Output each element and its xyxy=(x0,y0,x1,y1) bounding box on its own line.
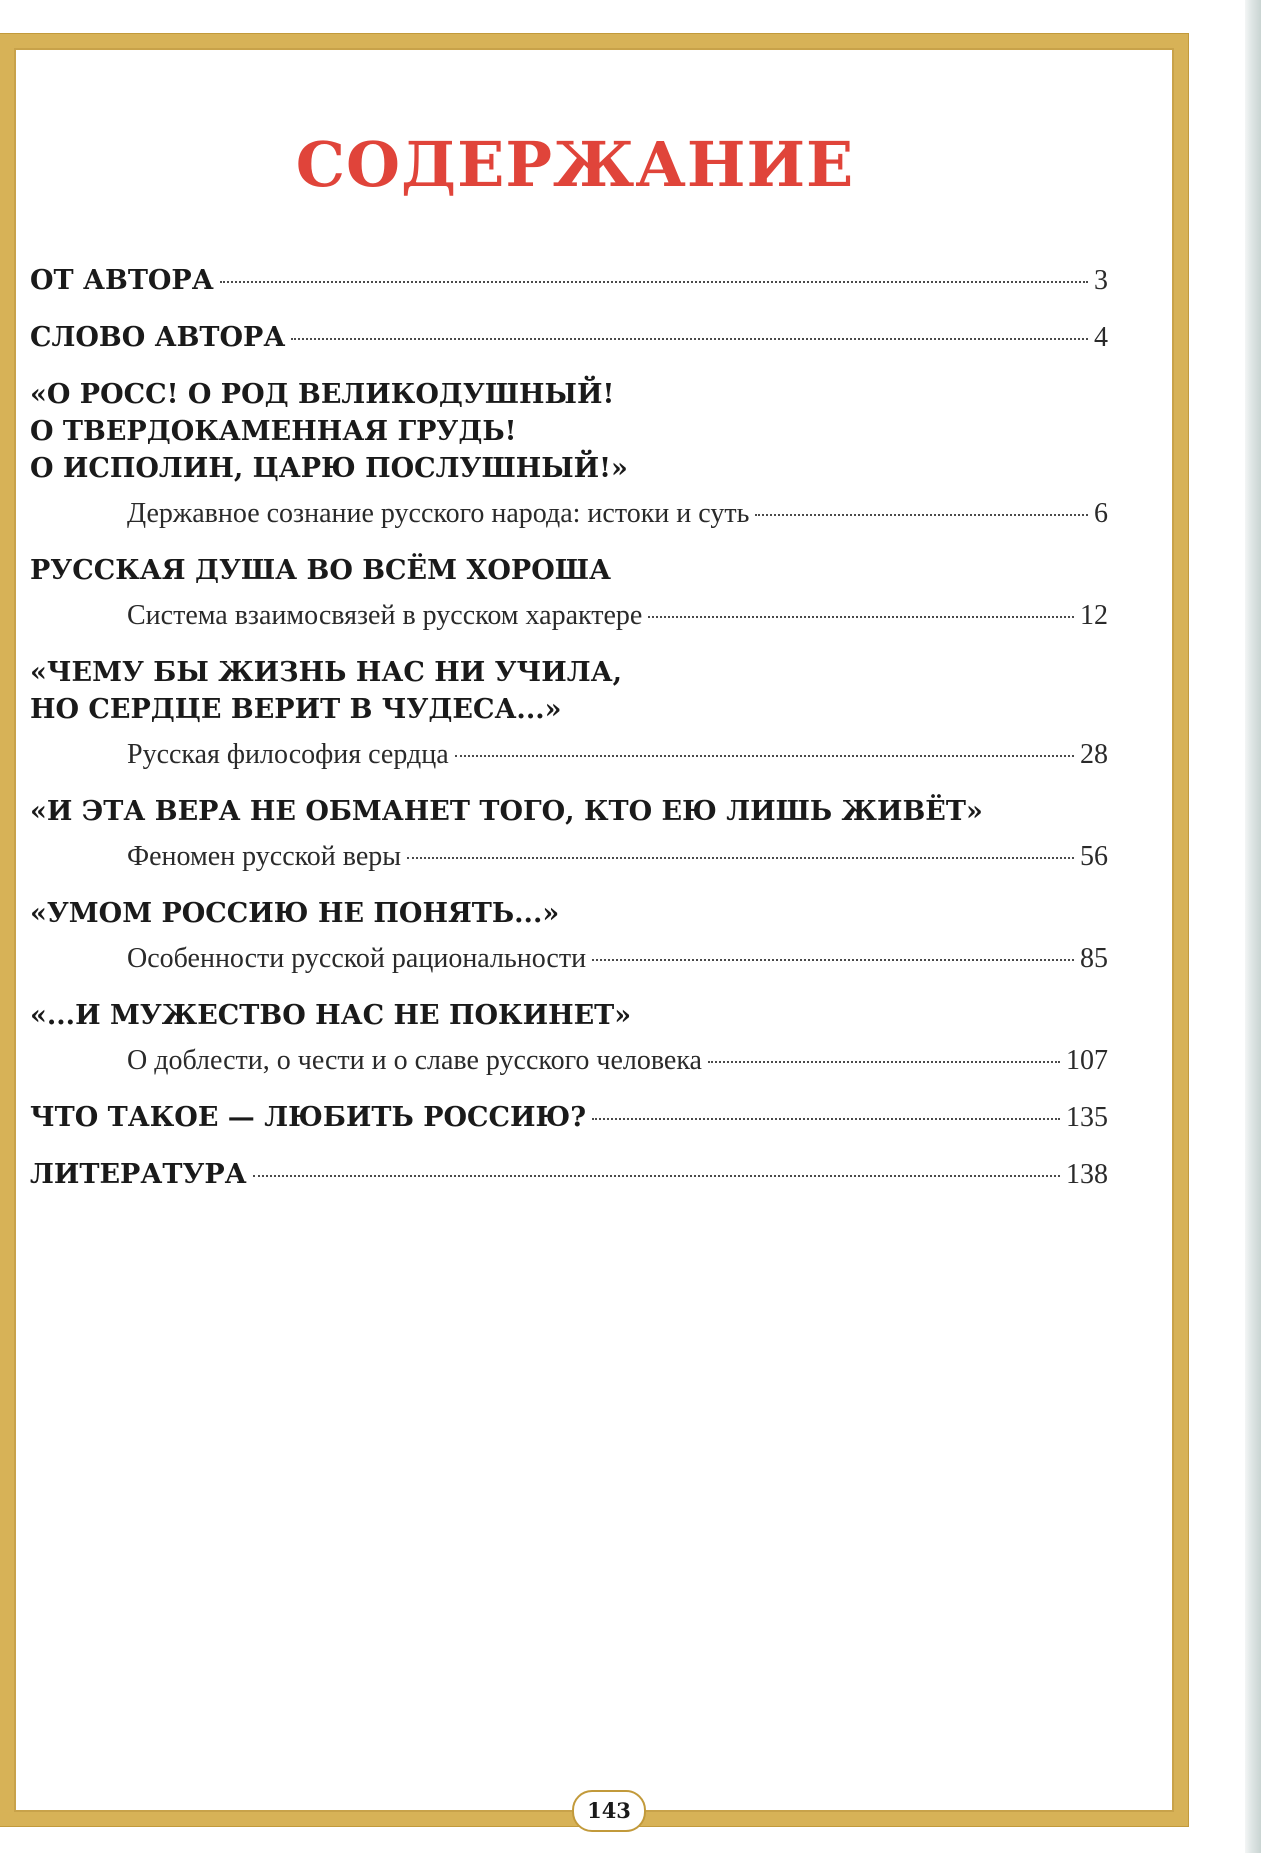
toc-subtitle: О доблести, о чести и о славе русского человека xyxy=(127,1045,702,1076)
dot-leader xyxy=(220,281,1088,283)
table-of-contents xyxy=(30,262,1108,1213)
toc-heading: СЛОВО АВТОРА xyxy=(30,322,286,353)
toc-entry[interactable] xyxy=(30,262,1108,299)
toc-subtitle: Державное сознание русского народа: истоки и суть xyxy=(127,498,750,529)
toc-heading: «О РОСС! О РОД ВЕЛИКОДУШНЫЙ! xyxy=(30,379,615,410)
toc-subtitle-row xyxy=(30,941,1108,977)
page-edge xyxy=(1245,0,1261,1853)
dot-leader xyxy=(455,755,1074,757)
page-title: СОДЕРЖАНИЕ xyxy=(295,128,855,201)
toc-heading: О ТВЕРДОКАМЕННАЯ ГРУДЬ! xyxy=(30,416,517,447)
toc-subtitle: Система взаимосвязей в русском характере xyxy=(127,600,643,631)
toc-page-number: 85 xyxy=(1080,943,1108,974)
toc-heading: ЛИТЕРАТУРА xyxy=(30,1159,247,1190)
toc-entry[interactable] xyxy=(30,376,1108,532)
toc-entry[interactable] xyxy=(30,997,1108,1079)
toc-heading-row xyxy=(30,1156,1108,1193)
toc-entry[interactable] xyxy=(30,552,1108,634)
dot-leader xyxy=(708,1061,1060,1063)
toc-heading-row xyxy=(30,1099,1108,1136)
toc-page-number: 107 xyxy=(1066,1045,1108,1076)
toc-heading: РУССКАЯ ДУША ВО ВСЁМ ХОРОША xyxy=(30,555,611,586)
dot-leader xyxy=(253,1175,1060,1177)
dot-leader xyxy=(592,1118,1060,1120)
toc-page-number: 135 xyxy=(1066,1102,1108,1133)
toc-heading: ОТ АВТОРА xyxy=(30,265,214,296)
toc-subtitle: Русская философия сердца xyxy=(127,739,449,770)
toc-heading: НО СЕРДЦЕ ВЕРИТ В ЧУДЕСА...» xyxy=(30,694,562,725)
toc-page-number: 28 xyxy=(1080,739,1108,770)
toc-entry[interactable] xyxy=(30,793,1108,875)
toc-heading: «И ЭТА ВЕРА НЕ ОБМАНЕТ ТОГО, КТО ЕЮ ЛИШЬ ЖИВЁТ» xyxy=(30,796,983,827)
toc-entry[interactable] xyxy=(30,895,1108,977)
toc-heading: ЧТО ТАКОЕ — ЛЮБИТЬ РОССИЮ? xyxy=(30,1102,587,1133)
dot-leader xyxy=(592,959,1074,961)
dot-leader xyxy=(755,514,1088,516)
toc-heading-row xyxy=(30,319,1108,356)
toc-subtitle-row xyxy=(30,1043,1108,1079)
toc-subtitle-row xyxy=(30,598,1108,634)
toc-subtitle-row xyxy=(30,737,1108,773)
toc-entry[interactable] xyxy=(30,319,1108,356)
toc-heading: «УМОМ РОССИЮ НЕ ПОНЯТЬ...» xyxy=(30,898,560,929)
toc-page-number: 12 xyxy=(1080,600,1108,631)
toc-heading: О ИСПОЛИН, ЦАРЮ ПОСЛУШНЫЙ!» xyxy=(30,453,628,484)
toc-page-number: 6 xyxy=(1094,498,1108,529)
toc-heading: «...И МУЖЕСТВО НАС НЕ ПОКИНЕТ» xyxy=(30,1000,632,1031)
toc-page-number: 138 xyxy=(1066,1159,1108,1190)
toc-heading: «ЧЕМУ БЫ ЖИЗНЬ НАС НИ УЧИЛА, xyxy=(30,657,622,688)
toc-subtitle: Феномен русской веры xyxy=(127,841,402,872)
toc-entry[interactable] xyxy=(30,1156,1108,1193)
page-number-badge: 143 xyxy=(572,1790,646,1832)
toc-page-number: 56 xyxy=(1080,841,1108,872)
toc-subtitle-row xyxy=(30,839,1108,875)
toc-subtitle: Особенности русской рациональности xyxy=(127,943,587,974)
dot-leader xyxy=(648,616,1074,618)
toc-heading-row xyxy=(30,262,1108,299)
toc-subtitle-row xyxy=(30,496,1108,532)
dot-leader xyxy=(291,338,1088,340)
toc-entry[interactable] xyxy=(30,654,1108,773)
toc-page-number: 3 xyxy=(1094,265,1108,296)
toc-page-number: 4 xyxy=(1094,322,1108,353)
dot-leader xyxy=(407,857,1074,859)
toc-entry[interactable] xyxy=(30,1099,1108,1136)
